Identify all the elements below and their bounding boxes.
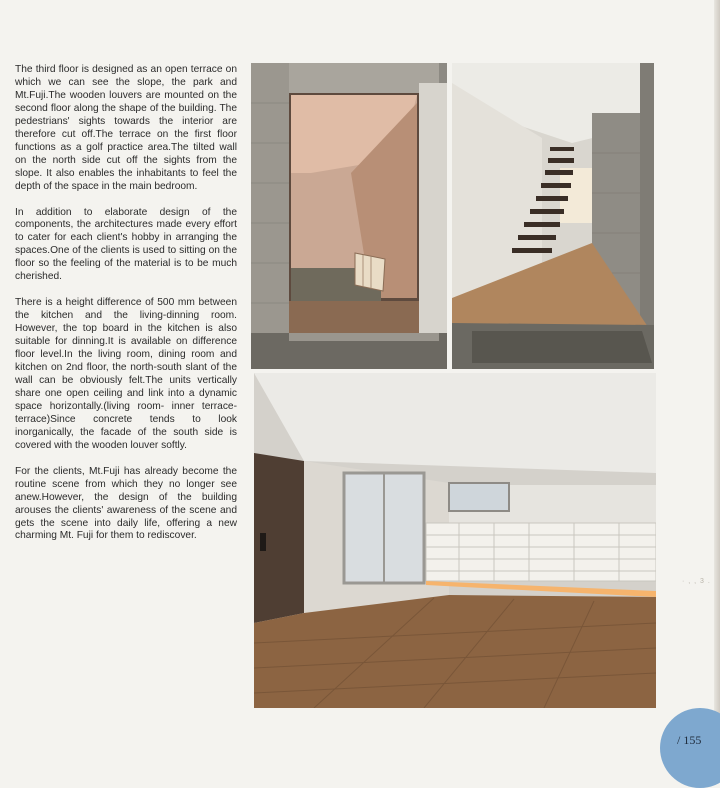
paragraph-1: The third floor is designed as an open terrace on which we can see the slope, the park and Mt.Fuji.The wooden louvers are mounted on the second floor along the shape of the building. The pedestrians' sights towards the interior are therefore cut off.The terrace on the first floor functions as a golf practice area.The tilted wall on the north side cut off the sights from the slope. It also enables the inhabitants to feel the depth of the space in the main bedroom. bbox=[15, 64, 237, 192]
photo-staircase-hall-image bbox=[452, 63, 654, 369]
paragraph-3: There is a height difference of 500 mm between the kitchen and the living-dinning room. However, the top board in the kitchen is also suitable for dinning.It is available on difference floor level.In the living room, dining room and kitchen on 2nd floor, the north-south slant of the wall can be obviously felt.The units vertically share one open ceiling and link into a dynamic space horizontally.(living room- inner terrace- terrace)Since concrete tends to look inorganically, the facade of the south side is covered with the wooden louver softly. bbox=[15, 297, 237, 451]
page-number: / 155 bbox=[677, 733, 702, 747]
margin-mark: · , , 3 . bbox=[682, 578, 711, 585]
photo-staircase-hall bbox=[452, 63, 654, 369]
photo-bedroom-alcove bbox=[251, 63, 447, 369]
page-edge bbox=[714, 0, 720, 762]
page-number-tab bbox=[660, 708, 720, 788]
photo-living-room-image bbox=[254, 373, 656, 708]
paragraph-4: For the clients, Mt.Fuji has already become the routine scene from which they no longer see anew.However, the design of the building arouses the clients' awareness of the scene and gets the scene into daily life, offering a new charming Mt. Fuji for them to rediscover. bbox=[15, 465, 237, 542]
photo-living-room bbox=[254, 373, 656, 708]
paragraph-2: In addition to elaborate design of the components, the architectures made every effort to cater for each client's hobby in arranging the spaces.One of the clients is used to sitting on the floor so the feeling of the material is to be much cherished. bbox=[15, 206, 237, 283]
article-text bbox=[15, 64, 237, 556]
photo-bedroom-alcove-image bbox=[251, 63, 447, 369]
